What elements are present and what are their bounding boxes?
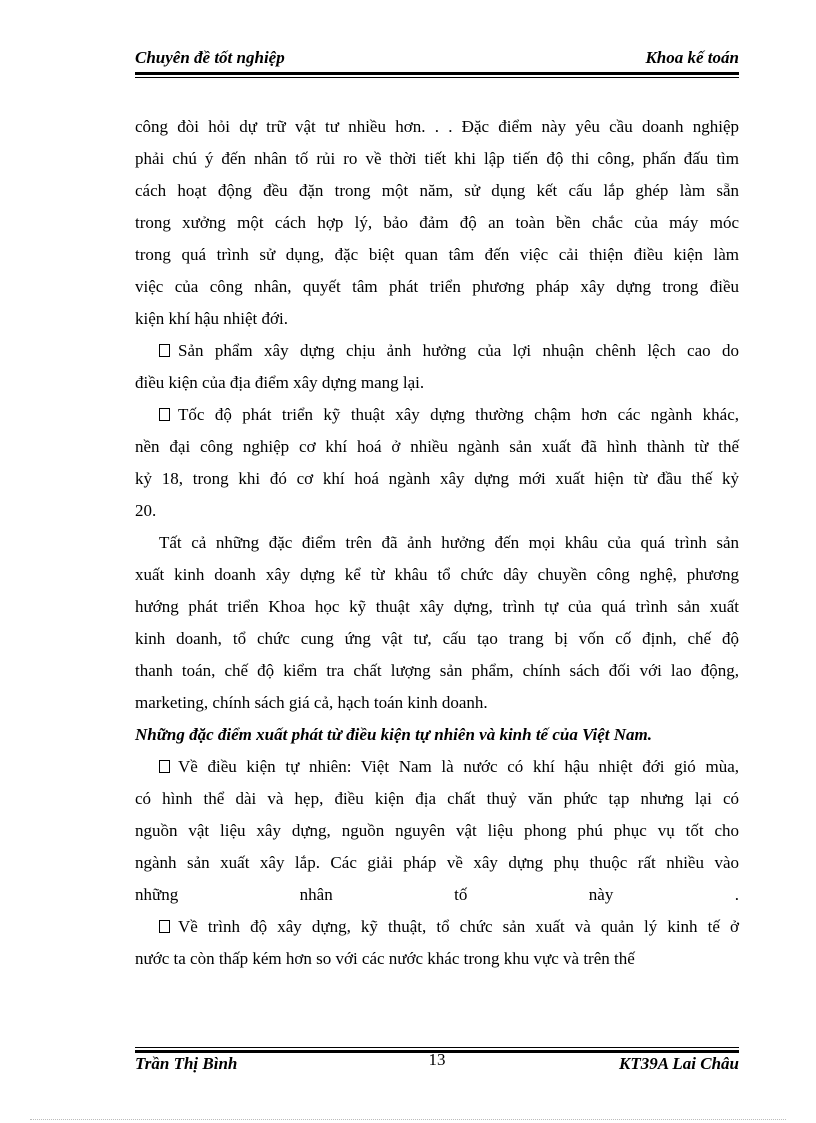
footer-class: KT39A Lai Châu xyxy=(619,1054,739,1073)
paragraph-line: 20. xyxy=(135,501,157,520)
bullet-line xyxy=(135,911,739,943)
bullet-text: Về điều kiện tự nhiên: Việt Nam là nước có khí hậu nhiệt đới gió mùa, xyxy=(178,757,739,776)
paragraph-line: ngành sản xuất xây lắp. Các giải pháp về xây dựng phụ thuộc rất nhiều vào xyxy=(135,853,739,872)
page-footer xyxy=(135,1050,739,1078)
page-number: 13 xyxy=(428,1050,446,1069)
section-heading: Những đặc điểm xuất phát từ điều kiện tự nhiên và kinh tế của Việt Nam. xyxy=(135,725,652,744)
footer-rule-thin xyxy=(135,1047,739,1048)
paragraph-line: công đòi hỏi dự trữ vật tư nhiều hơn. . . Đặc điểm này yêu cầu doanh nghiệp xyxy=(135,117,739,136)
paragraph-line: kinh doanh, tổ chức cung ứng vật tư, cấu tạo trang bị vốn cố định, chế độ xyxy=(135,629,739,648)
paragraph-line: điều kiện của địa điểm xây dựng mang lại. xyxy=(135,373,425,392)
paragraph-line: có hình thể dài và hẹp, điều kiện địa chất thuỷ văn phức tạp nhưng lại có xyxy=(135,789,739,808)
bullet-text: Tốc độ phát triển kỹ thuật xây dựng thường chậm hơn các ngành khác, xyxy=(178,405,739,424)
paragraph-line: Tất cả những đặc điểm trên đã ảnh hưởng đến mọi khâu của quá trình sản xyxy=(159,533,739,552)
header-title: Chuyên đề tốt nghiệp xyxy=(135,48,285,67)
footer-author: Trần Thị Bình xyxy=(135,1054,238,1073)
paragraph-line: cách hoạt động đều đặn trong một năm, sử dụng kết cấu lắp ghép làm sẵn xyxy=(135,181,739,200)
bullet-line xyxy=(135,399,739,431)
header-rule-thin xyxy=(135,77,739,78)
bullet-box-icon xyxy=(159,408,170,421)
bullet-text: Sản phẩm xây dựng chịu ảnh hưởng của lợi nhuận chênh lệch cao do xyxy=(178,341,739,360)
paragraph-line: trong quá trình sử dụng, đặc biệt quan tâm đến việc cải thiện điều kiện làm xyxy=(135,245,739,264)
paragraph-line: hướng phát triển Khoa học kỹ thuật xây dựng, trình tự của quá trình sản xuất xyxy=(135,597,739,616)
header-department: Khoa kế toán xyxy=(645,48,739,67)
header-rule-thick xyxy=(135,72,739,75)
paragraph-line: kỷ 18, trong khi đó cơ khí hoá ngành xây dựng mới xuất hiện từ đầu thế kỷ xyxy=(135,469,739,488)
paragraph-line: kiện khí hậu nhiệt đới. xyxy=(135,309,288,328)
paragraph-line: việc của công nhân, quyết tâm phát triển phương pháp xây dựng trong điều xyxy=(135,277,739,296)
bullet-line xyxy=(135,335,739,367)
paragraph-line: phải chú ý đến nhân tố rủi ro về thời tiết khi lập tiến độ thi công, phấn đấu tìm xyxy=(135,149,739,168)
bullet-box-icon xyxy=(159,760,170,773)
bullet-line xyxy=(135,751,739,783)
page-header xyxy=(135,48,739,72)
document-body xyxy=(135,111,739,975)
page-edge-divider xyxy=(30,1119,786,1120)
bullet-box-icon xyxy=(159,344,170,357)
bullet-text: Về trình độ xây dựng, kỹ thuật, tổ chức sản xuất và quản lý kinh tế ở xyxy=(178,917,739,936)
paragraph-line: xuất kinh doanh xây dựng kể từ khâu tổ chức dây chuyền công nghệ, phương xyxy=(135,565,739,584)
paragraph-line: những nhân tố này . xyxy=(135,885,739,904)
bullet-box-icon xyxy=(159,920,170,933)
paragraph-line: nước ta còn thấp kém hơn so với các nước khác trong khu vực và trên thế xyxy=(135,949,635,968)
paragraph-line: nguồn vật liệu xây dựng, nguồn nguyên vật liệu phong phú phục vụ tốt cho xyxy=(135,821,739,840)
paragraph-line: thanh toán, chế độ kiểm tra chất lượng sản phẩm, chính sách đối với lao động, xyxy=(135,661,739,680)
paragraph-line: nền đại công nghiệp cơ khí hoá ở nhiều ngành sản xuất đã hình thành từ thế xyxy=(135,437,739,456)
paragraph-line: marketing, chính sách giá cả, hạch toán kinh doanh. xyxy=(135,693,488,712)
paragraph-line: trong xưởng một cách hợp lý, bảo đảm độ an toàn bền chắc của máy móc xyxy=(135,213,739,232)
